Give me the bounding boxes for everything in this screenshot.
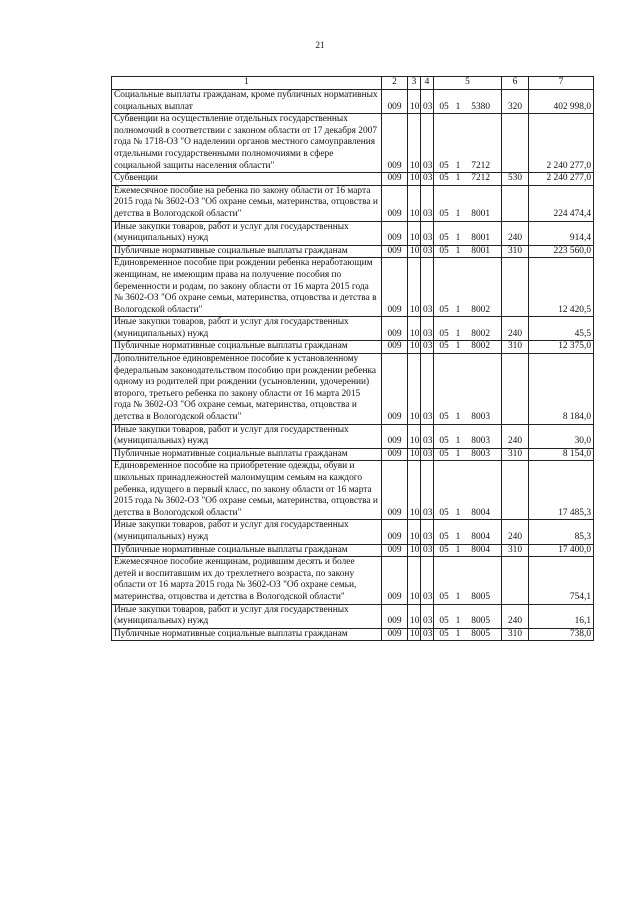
row-ved: 009: [382, 604, 408, 628]
article-part: 7212: [471, 173, 490, 184]
article-part: 05: [439, 628, 449, 639]
row-name: Единовременное пособие при рождении ребенка неработающим женщинам, не имеющим права на получение пособия по беременности и родам, по закону области от 16 марта 2015 года № 3602-ОЗ "Об охране семьи, материнства, отцовства и детства в Вологодской области": [112, 258, 382, 317]
row-name: Иные закупки товаров, работ и услуг для государственных (муниципальных) нужд: [112, 317, 382, 341]
row-rz: 10: [408, 114, 421, 173]
article-part: 8004: [471, 544, 490, 555]
header-cell: 7: [529, 77, 594, 90]
table-row: [112, 604, 594, 628]
row-sum: 30,0: [529, 424, 594, 448]
row-name: Публичные нормативные социальные выплаты гражданам: [112, 628, 382, 641]
page-number: 21: [315, 40, 325, 50]
row-article: [434, 424, 502, 448]
row-rz: 10: [408, 424, 421, 448]
row-pr: 03: [421, 341, 434, 354]
row-ved: 009: [382, 90, 408, 114]
row-ved: 009: [382, 221, 408, 245]
article-part: 05: [439, 448, 449, 459]
row-name: Ежемесячное пособие на ребенка по закону области от 16 марта 2015 года № 3602-ОЗ "Об охране семьи, материнства, отцовства и детства в Вологодской области": [112, 185, 382, 221]
article-part: 1: [455, 304, 461, 315]
row-sum: 85,3: [529, 520, 594, 544]
row-sum: 754,1: [529, 557, 594, 604]
row-name: Публичные нормативные социальные выплаты гражданам: [112, 448, 382, 461]
article-part: 8005: [471, 616, 490, 627]
row-pr: 03: [421, 258, 434, 317]
row-article: [434, 448, 502, 461]
table-row: [112, 341, 594, 354]
article-part: 05: [439, 245, 449, 256]
article-part: 05: [439, 436, 449, 447]
row-article: [434, 317, 502, 341]
row-article: [434, 185, 502, 221]
row-pr: 03: [421, 354, 434, 425]
article-part: 1: [455, 173, 461, 184]
row-ved: 009: [382, 557, 408, 604]
article-part: 05: [439, 591, 449, 602]
row-article: [434, 341, 502, 354]
row-article: [434, 173, 502, 186]
row-rz: 10: [408, 341, 421, 354]
article-part: 1: [455, 616, 461, 627]
header-cell: 3: [408, 77, 421, 90]
row-vr: [502, 354, 529, 425]
article-part: 1: [455, 233, 461, 244]
article-part: 05: [439, 328, 449, 339]
row-name: Публичные нормативные социальные выплаты гражданам: [112, 245, 382, 258]
row-rz: 10: [408, 317, 421, 341]
row-name: Субвенции на осуществление отдельных государственных полномочий в соответствии с законом области от 17 декабря 2007 года № 1718-ОЗ "О наделении органов местного самоуправления отдельными государственными полномочиями в сфере социальной защиты населения области": [112, 114, 382, 173]
article-part: 8004: [471, 531, 490, 542]
article-part: 1: [455, 208, 461, 219]
row-name: Ежемесячное пособие женщинам, родившим десять и более детей и воспитавшим их до трехлетнего возраста, по закону области от 16 марта 2015 года № 3602-ОЗ "Об охране семьи, материнства, отцовства и детства в Вологодской области": [112, 557, 382, 604]
row-rz: 10: [408, 461, 421, 520]
row-article: [434, 628, 502, 641]
row-rz: 10: [408, 90, 421, 114]
table-row: [112, 628, 594, 641]
header-cell: 2: [382, 77, 408, 90]
row-sum: 2 240 277,0: [529, 114, 594, 173]
row-vr: 240: [502, 221, 529, 245]
article-part: 1: [455, 628, 461, 639]
article-part: 05: [439, 341, 449, 352]
budget-table: [111, 76, 594, 641]
row-vr: [502, 461, 529, 520]
row-pr: 03: [421, 245, 434, 258]
article-part: 05: [439, 412, 449, 423]
article-part: 1: [455, 591, 461, 602]
row-pr: 03: [421, 221, 434, 245]
row-sum: 738,0: [529, 628, 594, 641]
article-part: 1: [455, 531, 461, 542]
row-ved: 009: [382, 114, 408, 173]
row-rz: 10: [408, 221, 421, 245]
article-part: 8001: [471, 245, 490, 256]
row-rz: 10: [408, 185, 421, 221]
row-pr: 03: [421, 520, 434, 544]
table-row: [112, 245, 594, 258]
row-ved: 009: [382, 424, 408, 448]
row-ved: 009: [382, 544, 408, 557]
article-part: 8002: [471, 304, 490, 315]
table-row: [112, 258, 594, 317]
row-article: [434, 245, 502, 258]
row-ved: 009: [382, 173, 408, 186]
row-article: [434, 557, 502, 604]
row-pr: 03: [421, 604, 434, 628]
table-row: [112, 114, 594, 173]
article-part: 1: [455, 436, 461, 447]
row-sum: 17 400,0: [529, 544, 594, 557]
row-sum: 17 485,3: [529, 461, 594, 520]
article-part: 8005: [471, 628, 490, 639]
article-part: 1: [455, 507, 461, 518]
row-vr: 240: [502, 604, 529, 628]
article-part: 8001: [471, 233, 490, 244]
article-part: 05: [439, 101, 449, 112]
row-rz: 10: [408, 258, 421, 317]
row-name: Иные закупки товаров, работ и услуг для государственных (муниципальных) нужд: [112, 604, 382, 628]
row-sum: 224 474,4: [529, 185, 594, 221]
article-part: 1: [455, 544, 461, 555]
row-ved: 009: [382, 317, 408, 341]
row-sum: 8 154,0: [529, 448, 594, 461]
row-vr: 310: [502, 341, 529, 354]
article-part: 8003: [471, 412, 490, 423]
row-sum: 2 240 277,0: [529, 173, 594, 186]
row-rz: 10: [408, 628, 421, 641]
article-part: 05: [439, 160, 449, 171]
row-rz: 10: [408, 245, 421, 258]
row-pr: 03: [421, 90, 434, 114]
table-row: [112, 544, 594, 557]
row-ved: 009: [382, 354, 408, 425]
row-article: [434, 461, 502, 520]
row-vr: 310: [502, 544, 529, 557]
row-vr: 310: [502, 245, 529, 258]
row-article: [434, 520, 502, 544]
table-row: [112, 185, 594, 221]
table-row: [112, 424, 594, 448]
row-rz: 10: [408, 354, 421, 425]
article-part: 05: [439, 531, 449, 542]
row-name: Иные закупки товаров, работ и услуг для государственных (муниципальных) нужд: [112, 424, 382, 448]
row-pr: 03: [421, 173, 434, 186]
row-ved: 009: [382, 448, 408, 461]
article-part: 8005: [471, 591, 490, 602]
article-part: 05: [439, 173, 449, 184]
table-row: [112, 221, 594, 245]
article-part: 8003: [471, 448, 490, 459]
row-rz: 10: [408, 173, 421, 186]
article-part: 1: [455, 341, 461, 352]
article-part: 1: [455, 412, 461, 423]
article-part: 05: [439, 507, 449, 518]
row-vr: [502, 258, 529, 317]
row-article: [434, 544, 502, 557]
header-cell: 5: [434, 77, 502, 90]
row-sum: 402 998,0: [529, 90, 594, 114]
article-part: 1: [455, 328, 461, 339]
row-name: Публичные нормативные социальные выплаты гражданам: [112, 544, 382, 557]
row-rz: 10: [408, 448, 421, 461]
article-part: 05: [439, 233, 449, 244]
table-row: [112, 557, 594, 604]
article-part: 05: [439, 208, 449, 219]
table-row: [112, 461, 594, 520]
row-ved: 009: [382, 628, 408, 641]
row-vr: 240: [502, 317, 529, 341]
row-pr: 03: [421, 185, 434, 221]
table-row: [112, 354, 594, 425]
article-part: 05: [439, 616, 449, 627]
article-part: 1: [455, 245, 461, 256]
table-row: [112, 173, 594, 186]
row-sum: 8 184,0: [529, 354, 594, 425]
row-article: [434, 604, 502, 628]
row-vr: 320: [502, 90, 529, 114]
table-row: [112, 520, 594, 544]
row-vr: 240: [502, 424, 529, 448]
row-pr: 03: [421, 317, 434, 341]
row-pr: 03: [421, 114, 434, 173]
article-part: 7212: [471, 160, 490, 171]
row-ved: 009: [382, 245, 408, 258]
article-part: 05: [439, 304, 449, 315]
row-sum: 12 420,5: [529, 258, 594, 317]
row-name: Иные закупки товаров, работ и услуг для государственных (муниципальных) нужд: [112, 520, 382, 544]
row-sum: 16,1: [529, 604, 594, 628]
row-sum: 223 560,0: [529, 245, 594, 258]
row-ved: 009: [382, 258, 408, 317]
row-pr: 03: [421, 544, 434, 557]
row-ved: 009: [382, 185, 408, 221]
row-article: [434, 354, 502, 425]
row-pr: 03: [421, 628, 434, 641]
table-row: [112, 448, 594, 461]
row-rz: 10: [408, 557, 421, 604]
row-pr: 03: [421, 461, 434, 520]
row-name: Дополнительное единовременное пособие к установленному федеральным законодательством пособию при рождении ребенка одному из родителей при рождении (усыновлении, удочерении) второго, третьего ребенка по закону области от 16 марта 2015 года № 3602-ОЗ "Об охране семьи, материнства, отцовства и детства в Вологодской области": [112, 354, 382, 425]
row-rz: 10: [408, 604, 421, 628]
row-vr: 310: [502, 628, 529, 641]
row-sum: 45,5: [529, 317, 594, 341]
row-rz: 10: [408, 544, 421, 557]
row-vr: [502, 185, 529, 221]
row-ved: 009: [382, 341, 408, 354]
row-name: Социальные выплаты гражданам, кроме публичных нормативных социальных выплат: [112, 90, 382, 114]
row-vr: [502, 114, 529, 173]
row-pr: 03: [421, 448, 434, 461]
header-cell: 1: [112, 77, 382, 90]
article-part: 5380: [471, 101, 490, 112]
row-sum: 914,4: [529, 221, 594, 245]
table-row: [112, 317, 594, 341]
row-sum: 12 375,0: [529, 341, 594, 354]
row-pr: 03: [421, 424, 434, 448]
header-cell: 4: [421, 77, 434, 90]
row-article: [434, 114, 502, 173]
row-vr: [502, 557, 529, 604]
header-cell: 6: [502, 77, 529, 90]
row-ved: 009: [382, 461, 408, 520]
article-part: 8002: [471, 328, 490, 339]
row-rz: 10: [408, 520, 421, 544]
table-row: [112, 90, 594, 114]
row-name: Публичные нормативные социальные выплаты гражданам: [112, 341, 382, 354]
row-name: Субвенции: [112, 173, 382, 186]
article-part: 1: [455, 448, 461, 459]
article-part: 05: [439, 544, 449, 555]
article-part: 8003: [471, 436, 490, 447]
article-part: 1: [455, 160, 461, 171]
article-part: 8001: [471, 208, 490, 219]
row-article: [434, 221, 502, 245]
article-part: 8002: [471, 341, 490, 352]
row-article: [434, 90, 502, 114]
row-name: Единовременное пособие на приобретение одежды, обуви и школьных принадлежностей малоимущим семьям на каждого ребенка, идущего в первый класс, по закону области от 16 марта 2015 года № 3602-ОЗ "Об охране семьи, материнства, отцовства и детства в Вологодской области": [112, 461, 382, 520]
header-row: [112, 77, 594, 90]
row-ved: 009: [382, 520, 408, 544]
row-vr: 530: [502, 173, 529, 186]
article-part: 8004: [471, 507, 490, 518]
row-vr: 240: [502, 520, 529, 544]
row-name: Иные закупки товаров, работ и услуг для государственных (муниципальных) нужд: [112, 221, 382, 245]
row-article: [434, 258, 502, 317]
row-vr: 310: [502, 448, 529, 461]
row-pr: 03: [421, 557, 434, 604]
article-part: 1: [455, 101, 461, 112]
